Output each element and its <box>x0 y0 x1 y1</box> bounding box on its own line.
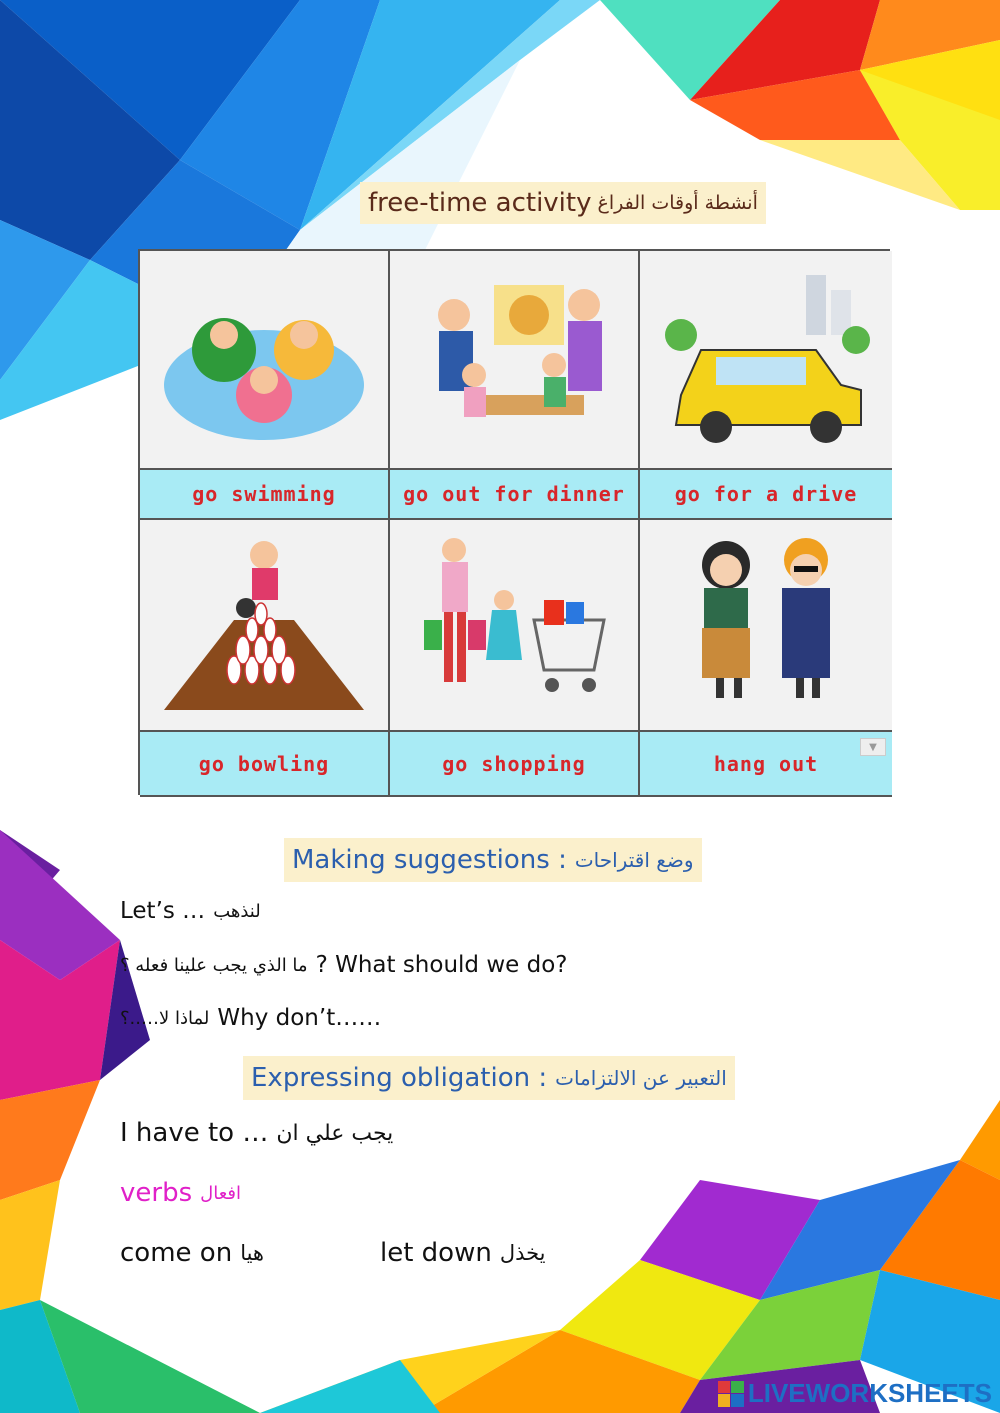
activity-label: go shopping <box>442 751 586 776</box>
verb-ar: يخذل <box>499 1241 546 1265</box>
activity-label: hang out <box>713 751 819 776</box>
obligation-ar: يجب علي ان <box>276 1120 394 1146</box>
suggestions-heading-ar: وضع اقتراحات <box>574 848 694 872</box>
verb-en: let down <box>380 1238 492 1268</box>
suggestion-line <box>120 1005 381 1031</box>
obligation-heading <box>243 1056 735 1100</box>
obligation-line <box>120 1118 393 1148</box>
verb-ar: هيا <box>240 1241 264 1265</box>
suggestions-heading <box>284 838 702 882</box>
verb-en: come on <box>120 1238 233 1268</box>
suggestion-ar: لماذا لا…..؟ <box>120 1007 210 1029</box>
liveworksheets-logo[interactable] <box>718 1378 992 1409</box>
activity-label: go out for dinner <box>403 482 625 506</box>
brand-grid-icon <box>718 1381 744 1407</box>
family-dinner-picture <box>390 251 640 470</box>
obligation-heading-en: Expressing obligation : <box>251 1063 548 1093</box>
suggestion-line <box>120 898 261 924</box>
activity-label-cell <box>140 732 390 797</box>
verb-item <box>120 1238 264 1268</box>
activity-label-cell <box>640 470 892 520</box>
suggestion-en: ? What should we do? <box>315 952 568 978</box>
bowling-girl-picture <box>140 520 390 732</box>
verb-item <box>380 1238 546 1268</box>
suggestions-heading-en: Making suggestions : <box>292 845 567 875</box>
title-en: free-time activity <box>368 188 592 218</box>
suggestion-ar: ما الذي يجب علينا فعله ؟ <box>120 954 308 976</box>
shopping-family-picture <box>390 520 640 732</box>
title-ar: أنشطة أوقات الفراغ <box>597 192 758 214</box>
friends-hangout-picture <box>640 520 892 732</box>
suggestion-en: Why don’t…… <box>217 1005 382 1031</box>
car-drive-picture <box>640 251 892 470</box>
suggestion-ar: لنذهب <box>213 900 261 922</box>
activity-label-cell <box>140 470 390 520</box>
suggestion-line <box>120 952 567 978</box>
verbs-heading-en: verbs <box>120 1178 193 1208</box>
worksheet-title <box>360 182 766 224</box>
chevron-down-icon[interactable]: ▼ <box>860 738 886 756</box>
activity-label-dropdown[interactable] <box>640 732 892 797</box>
verbs-heading <box>120 1178 241 1208</box>
activity-table <box>138 249 890 795</box>
activity-label-cell <box>390 732 640 797</box>
activity-label: go swimming <box>192 482 336 506</box>
verbs-heading-ar: افعال <box>200 1182 241 1204</box>
obligation-en: I have to … <box>120 1118 269 1148</box>
brand-text: LIVEWORKSHEETS <box>747 1378 992 1408</box>
activity-label-cell <box>390 470 640 520</box>
obligation-heading-ar: التعبير عن الالتزامات <box>555 1066 727 1090</box>
activity-label: go bowling <box>198 751 330 776</box>
swimming-kids-picture <box>140 251 390 470</box>
suggestion-en: Let’s … <box>120 898 206 924</box>
activity-label: go for a drive <box>674 482 858 506</box>
